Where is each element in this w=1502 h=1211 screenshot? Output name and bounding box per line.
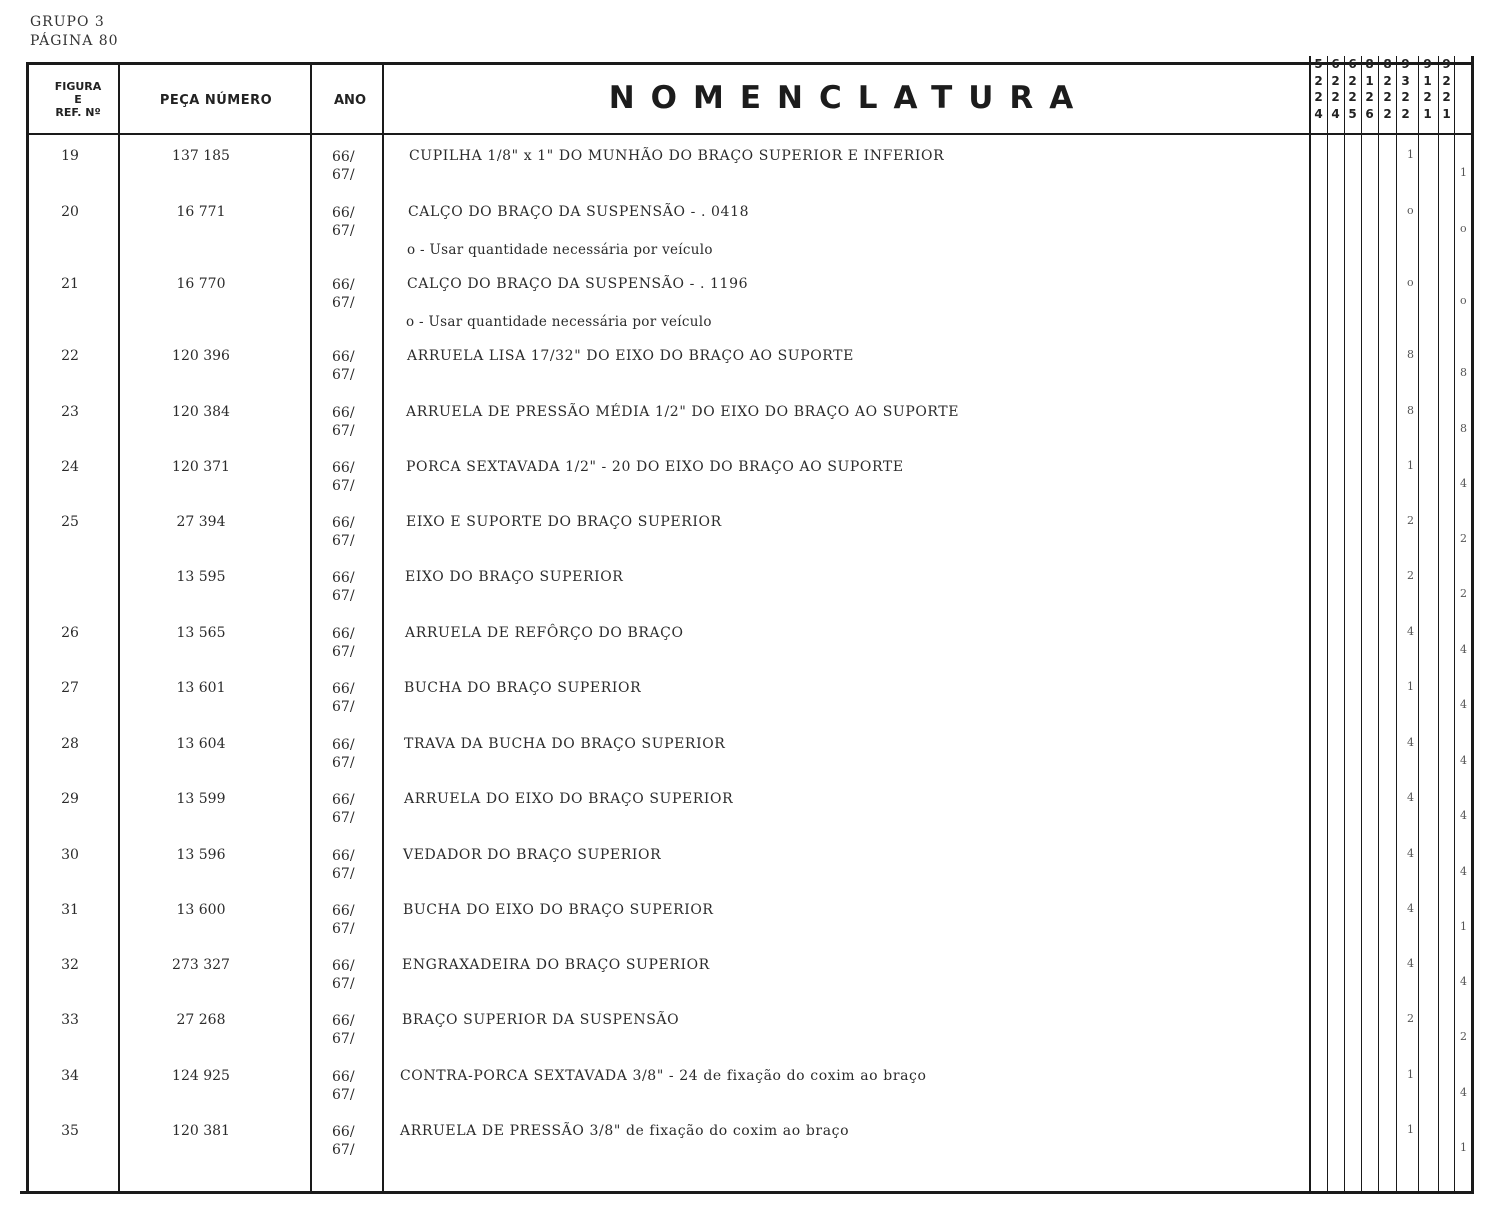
- quantity-mark: 4: [1460, 975, 1467, 988]
- quantity-mark: 8: [1407, 348, 1414, 361]
- quantity-mark: 1: [1460, 1141, 1467, 1154]
- column-header-peca: PEÇA NÚMERO: [159, 93, 273, 108]
- part-number: 120 381: [172, 1123, 230, 1139]
- part-description: ARRUELA DO EIXO DO BRAÇO SUPERIOR: [404, 791, 734, 807]
- quantity-mark: 4: [1407, 791, 1414, 804]
- ref-number: 28: [61, 736, 79, 752]
- quantity-mark: 2: [1460, 532, 1467, 545]
- model-code: 9 2 2 1: [1442, 57, 1451, 121]
- quantity-mark: 4: [1407, 625, 1414, 638]
- frame-header-divider: [26, 133, 1474, 135]
- quantity-mark: 4: [1407, 847, 1414, 860]
- ref-number: 22: [61, 348, 79, 364]
- part-description: BUCHA DO EIXO DO BRAÇO SUPERIOR: [403, 902, 714, 918]
- quantity-mark: 2: [1407, 514, 1414, 527]
- model-code: 8 2 2 2: [1383, 57, 1392, 121]
- divider-model-1: [1327, 56, 1328, 1194]
- quantity-mark: 4: [1460, 865, 1467, 878]
- part-description: CUPILHA 1/8" x 1" DO MUNHÃO DO BRAÇO SUPERIOR E INFERIOR: [409, 148, 945, 164]
- frame-right-border: [1471, 56, 1474, 1194]
- part-description: PORCA SEXTAVADA 1/2" - 20 DO EIXO DO BRAÇO AO SUPORTE: [406, 459, 904, 475]
- quantity-mark: 1: [1460, 166, 1467, 179]
- year: 66/ 67/: [332, 205, 355, 239]
- quantity-mark: 1: [1407, 459, 1414, 472]
- divider-model-7: [1438, 56, 1439, 1194]
- quantity-mark: 1: [1407, 1123, 1414, 1136]
- model-code: 9 3 2 2: [1401, 57, 1410, 121]
- part-description: CALÇO DO BRAÇO DA SUSPENSÃO - . 0418: [408, 204, 750, 220]
- part-number: 120 396: [172, 348, 230, 364]
- divider-peca: [310, 62, 312, 1194]
- model-code: 6 2 2 5: [1348, 57, 1357, 121]
- part-number: 13 595: [176, 569, 226, 585]
- divider-nomenclatura: [1309, 56, 1311, 1194]
- part-number: 120 371: [172, 459, 230, 475]
- column-header-figura-line: FIGURA: [54, 80, 102, 93]
- part-number: 16 771: [176, 204, 226, 220]
- ref-number: 35: [61, 1123, 79, 1139]
- column-header-figura: [30, 80, 126, 119]
- year: 66/ 67/: [332, 792, 355, 826]
- part-number: 16 770: [176, 276, 226, 292]
- frame-left-border: [26, 62, 29, 1194]
- quantity-mark: 1: [1460, 920, 1467, 933]
- divider-model-5: [1396, 56, 1397, 1194]
- page-label: PÁGINA 80: [30, 33, 119, 49]
- divider-figura: [118, 62, 120, 1194]
- year: 66/ 67/: [332, 1069, 355, 1103]
- year: 66/ 67/: [332, 460, 355, 494]
- model-code: 5 2 2 4: [1314, 57, 1323, 121]
- divider-model-2: [1344, 56, 1345, 1194]
- quantity-mark: 4: [1460, 477, 1467, 490]
- quantity-mark: 2: [1407, 1012, 1414, 1025]
- part-description: BRAÇO SUPERIOR DA SUSPENSÃO: [402, 1012, 680, 1028]
- year: 66/ 67/: [332, 1013, 355, 1047]
- part-description: TRAVA DA BUCHA DO BRAÇO SUPERIOR: [404, 736, 726, 752]
- divider-model-6: [1418, 56, 1419, 1194]
- column-header-ano: ANO: [334, 93, 366, 108]
- part-number: 124 925: [172, 1068, 230, 1084]
- part-number: 13 565: [176, 625, 226, 641]
- quantity-mark: 8: [1460, 366, 1467, 379]
- frame-top-border: [26, 62, 1474, 65]
- part-number: 120 384: [172, 404, 230, 420]
- ref-number: 25: [61, 514, 79, 530]
- year: 66/ 67/: [332, 681, 355, 715]
- part-description: ARRUELA DE PRESSÃO 3/8" de fixação do coxim ao braço: [400, 1123, 850, 1139]
- frame-bottom-border: [20, 1191, 1474, 1194]
- part-number: 27 394: [176, 514, 226, 530]
- quantity-mark: 1: [1407, 1068, 1414, 1081]
- part-number: 137 185: [172, 148, 230, 164]
- part-description: CONTRA-PORCA SEXTAVADA 3/8" - 24 de fixação do coxim ao braço: [400, 1068, 927, 1084]
- ref-number: 34: [61, 1068, 79, 1084]
- part-number: 13 600: [176, 902, 226, 918]
- divider-ano: [382, 62, 384, 1194]
- quantity-mark: o: [1460, 222, 1467, 235]
- quantity-mark: 4: [1460, 809, 1467, 822]
- year: 66/ 67/: [332, 1124, 355, 1158]
- quantity-mark: 4: [1407, 902, 1414, 915]
- quantity-mark: 4: [1407, 736, 1414, 749]
- quantity-mark: 1: [1407, 680, 1414, 693]
- ref-number: 31: [61, 902, 79, 918]
- part-description: ENGRAXADEIRA DO BRAÇO SUPERIOR: [402, 957, 710, 973]
- divider-model-3: [1361, 56, 1362, 1194]
- part-description: BUCHA DO BRAÇO SUPERIOR: [404, 680, 642, 696]
- part-description: ARRUELA LISA 17/32" DO EIXO DO BRAÇO AO SUPORTE: [407, 348, 854, 364]
- column-header-nomenclatura: NOMENCLATURA: [608, 80, 1090, 116]
- year: 66/ 67/: [332, 626, 355, 660]
- quantity-mark: 2: [1407, 569, 1414, 582]
- column-header-figura-line: E: [74, 93, 82, 106]
- divider-model-4: [1378, 56, 1379, 1194]
- part-description: ARRUELA DE REFÔRÇO DO BRAÇO: [405, 625, 684, 641]
- ref-number: 30: [61, 847, 79, 863]
- quantity-mark: 8: [1407, 404, 1414, 417]
- quantity-mark: 4: [1407, 957, 1414, 970]
- year: 66/ 67/: [332, 149, 355, 183]
- part-description: CALÇO DO BRAÇO DA SUSPENSÃO - . 1196: [407, 276, 749, 292]
- ref-number: 26: [61, 625, 79, 641]
- ref-number: 29: [61, 791, 79, 807]
- quantity-mark: o: [1460, 294, 1467, 307]
- part-number: 27 268: [176, 1012, 226, 1028]
- divider-model-8: [1454, 56, 1455, 1194]
- year: 66/ 67/: [332, 737, 355, 771]
- part-number: 13 596: [176, 847, 226, 863]
- part-number: 13 601: [176, 680, 226, 696]
- ref-number: 32: [61, 957, 79, 973]
- part-number: 13 604: [176, 736, 226, 752]
- ref-number: 20: [61, 204, 79, 220]
- ref-number: 27: [61, 680, 79, 696]
- ref-number: 33: [61, 1012, 79, 1028]
- quantity-mark: 4: [1460, 754, 1467, 767]
- quantity-mark: 4: [1460, 643, 1467, 656]
- year: 66/ 67/: [332, 349, 355, 383]
- quantity-mark: 8: [1460, 422, 1467, 435]
- year: 66/ 67/: [332, 405, 355, 439]
- year: 66/ 67/: [332, 515, 355, 549]
- year: 66/ 67/: [332, 277, 355, 311]
- part-description: EIXO DO BRAÇO SUPERIOR: [405, 569, 624, 585]
- quantity-mark: 4: [1460, 698, 1467, 711]
- quantity-mark: 4: [1460, 1086, 1467, 1099]
- year: 66/ 67/: [332, 958, 355, 992]
- ref-number: 24: [61, 459, 79, 475]
- part-note: o - Usar quantidade necessária por veículo: [407, 242, 713, 258]
- year: 66/ 67/: [332, 570, 355, 604]
- part-description: EIXO E SUPORTE DO BRAÇO SUPERIOR: [406, 514, 722, 530]
- ref-number: 21: [61, 276, 79, 292]
- year: 66/ 67/: [332, 848, 355, 882]
- ref-number: 19: [61, 148, 79, 164]
- model-code: 9 1 2 1: [1423, 57, 1432, 121]
- quantity-mark: 1: [1407, 148, 1414, 161]
- quantity-mark: 2: [1460, 1030, 1467, 1043]
- part-description: VEDADOR DO BRAÇO SUPERIOR: [403, 847, 662, 863]
- quantity-mark: 2: [1460, 587, 1467, 600]
- quantity-mark: o: [1407, 204, 1414, 217]
- part-note: o - Usar quantidade necessária por veículo: [406, 314, 712, 330]
- column-header-figura-line: REF. Nº: [55, 106, 101, 119]
- model-code: 8 1 2 6: [1365, 57, 1374, 121]
- group-label: GRUPO 3: [30, 14, 105, 30]
- year: 66/ 67/: [332, 903, 355, 937]
- part-number: 273 327: [172, 957, 230, 973]
- part-description: ARRUELA DE PRESSÃO MÉDIA 1/2" DO EIXO DO BRAÇO AO SUPORTE: [406, 404, 960, 420]
- quantity-mark: o: [1407, 276, 1414, 289]
- ref-number: 23: [61, 404, 79, 420]
- part-number: 13 599: [176, 791, 226, 807]
- model-code: 6 2 2 4: [1331, 57, 1340, 121]
